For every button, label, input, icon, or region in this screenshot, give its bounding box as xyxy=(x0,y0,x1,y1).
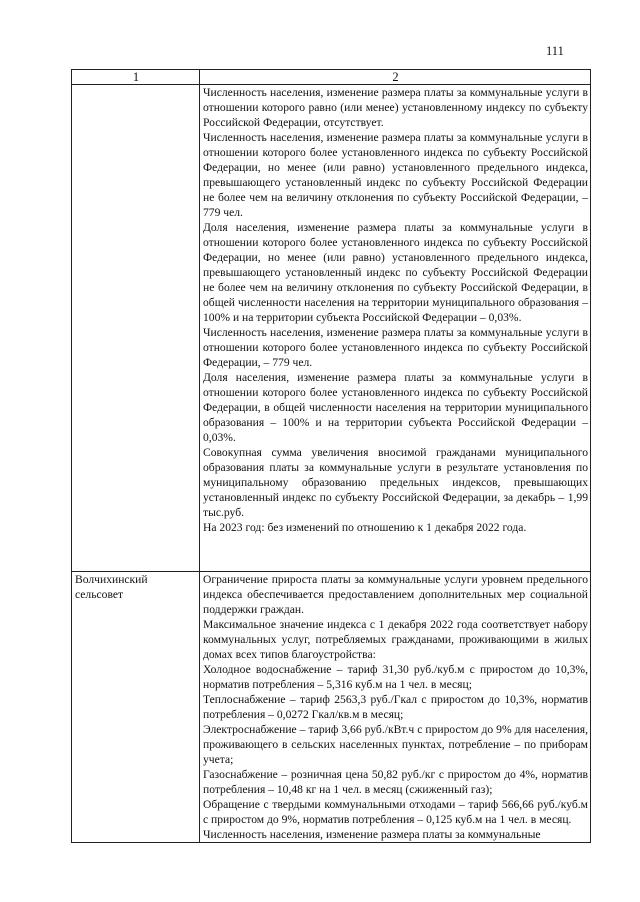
paragraph: Ограничение прироста платы за коммунальные услуги уровнем предельного индекса обеспечивается предоставлением дополнительных мер социальной поддержки граждан. xyxy=(203,573,588,616)
paragraph: Доля населения, изменение размера платы за коммунальные услуги в отношении которого более установленного индекса по субъекту Российской Федерации, но менее (или равно) установленного предельного индекса, превышающего установленный индекс по субъекту Российской Федерации не более чем на величину отклонения по субъекту Российской Федерации, в общей численности населения на территории муниципального образования – 100% и на территории субъекта Российской Федерации – 0,03%. xyxy=(203,221,588,324)
paragraph: Численность населения, изменение размера платы за коммунальные услуги в отношении которого более установленного индекса по субъекту Российской Федерации, но менее (или равно) установленного предельного индекса, превышающего установленный индекс по субъекту Российской Федерации не более чем на величину отклонения по субъекту Российской Федерации, – 779 чел. xyxy=(203,131,588,219)
paragraph: На 2023 год: без изменений по отношению к 1 декабря 2022 года. xyxy=(203,521,527,534)
page-number: 111 xyxy=(546,44,564,58)
paragraph: Холодное водоснабжение – тариф 31,30 руб./куб.м с приростом до 10,3%, норматив потребления – 5,316 куб.м на 1 чел. в месяц; xyxy=(203,663,588,691)
index-table xyxy=(71,69,591,843)
description-cell xyxy=(200,85,591,572)
paragraph: Электроснабжение – тариф 3,66 руб./кВт.ч с приростом до 9% для населения, проживающего в сельских населенных пунктах, потребление – по приборам учета; xyxy=(203,723,588,766)
municipality-cell xyxy=(72,572,200,843)
table-row xyxy=(72,85,591,572)
paragraph: Численность населения, изменение размера платы за коммунальные xyxy=(203,828,541,841)
header-col-2: 2 xyxy=(200,70,591,85)
paragraph: Газоснабжение – розничная цена 50,82 руб./кг с приростом до 4%, норматив потребления – 10,48 кг на 1 чел. в месяц (сжиженный газ); xyxy=(203,768,588,796)
paragraph: Обращение с твердыми коммунальными отходами – тариф 566,66 руб./куб.м с приростом до 9%, норматив потребления – 0,125 куб.м на 1 чел. в месяц. xyxy=(203,798,588,826)
description-cell xyxy=(200,572,591,843)
paragraph: Теплоснабжение – тариф 2563,3 руб./Гкал с приростом до 10,3%, норматив потребления – 0,0272 Гкал/кв.м в месяц; xyxy=(203,693,588,721)
paragraph: Совокупная сумма увеличения вносимой гражданами муниципального образования платы за коммунальные услуги в результате установления по муниципальному образованию предельных индексов, превышающих установленный индекс по субъекту Российской Федерации, за декабрь – 1,99 тыс.руб. xyxy=(203,446,588,519)
municipality-cell xyxy=(72,85,200,572)
paragraph: Максимальное значение индекса с 1 декабря 2022 года соответствует набору коммунальных услуг, потребляемых гражданами, проживающими в жилых домах всех типов благоустройства: xyxy=(203,618,588,661)
table-header-row xyxy=(72,70,591,85)
municipality-name: Волчихинский сельсовет xyxy=(75,573,148,601)
header-col-1: 1 xyxy=(72,70,200,85)
table-row xyxy=(72,572,591,843)
paragraph: Численность населения, изменение размера платы за коммунальные услуги в отношении которого более установленного индекса по субъекту Российской Федерации, – 779 чел. xyxy=(203,326,588,369)
paragraph: Доля населения, изменение размера платы за коммунальные услуги в отношении которого более установленного индекса по субъекту Российской Федерации, в общей численности населения на территории муниципального образования – 100% и на территории субъекта Российской Федерации – 0,03%. xyxy=(203,371,588,444)
paragraph: Численность населения, изменение размера платы за коммунальные услуги в отношении которого равно (или менее) установленному индексу по субъекту Российской Федерации, отсутствует. xyxy=(203,86,588,129)
